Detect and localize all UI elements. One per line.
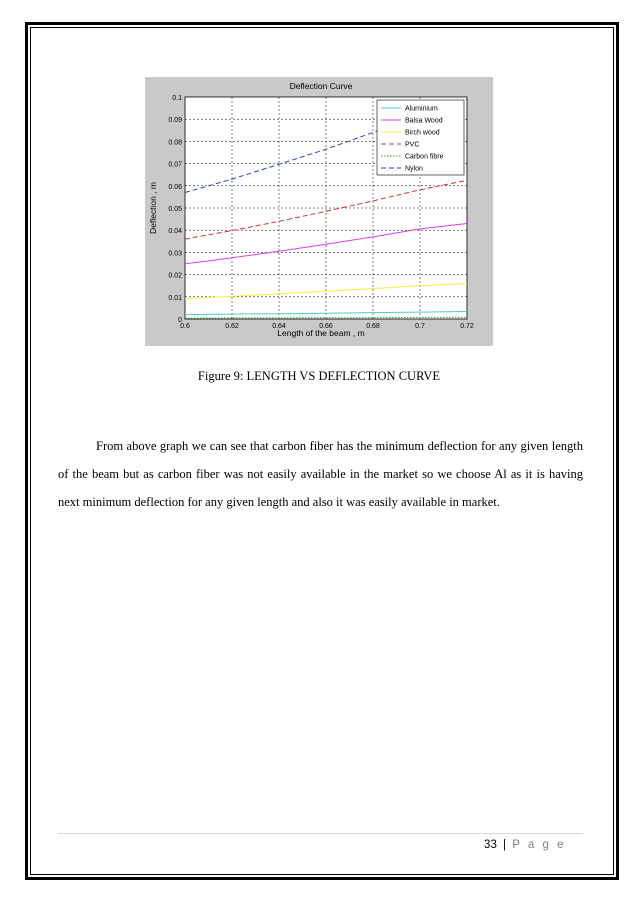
legend-label: Balsa Wood xyxy=(405,117,443,125)
y-tick-label: 0.01 xyxy=(168,294,182,302)
page-label: P a g e xyxy=(512,839,566,851)
x-tick-label: 0.6 xyxy=(180,323,190,330)
y-tick-label: 0 xyxy=(178,317,182,324)
legend-label: Birch wood xyxy=(405,129,440,137)
x-tick-label: 0.64 xyxy=(272,323,286,330)
deflection-figure xyxy=(145,77,493,346)
chart-y-axis-label: Deflection , m xyxy=(148,182,158,234)
y-tick-label: 0.08 xyxy=(168,139,182,147)
y-tick-label: 0.07 xyxy=(168,161,182,169)
legend-label: PVC xyxy=(405,141,420,149)
y-tick-label: 0.09 xyxy=(168,117,182,125)
footer-rule xyxy=(58,833,583,834)
y-tick-label: 0.05 xyxy=(168,206,182,213)
footer-separator: | xyxy=(503,839,507,851)
body-paragraph: From above graph we can see that carbon fiber has the minimum deflection for any given length of the beam but as carbon fiber was not easily available in the market so we choose Al as it is having next minimum deflection for any given length and also it was easily available in market. xyxy=(58,439,583,509)
page-number: 33 xyxy=(484,839,497,851)
x-tick-label: 0.66 xyxy=(319,323,333,330)
figure-caption: Figure 9: LENGTH VS DEFLECTION CURVE xyxy=(197,369,441,383)
x-tick-label: 0.72 xyxy=(460,323,474,330)
x-tick-label: 0.68 xyxy=(366,323,380,330)
y-tick-label: 0.06 xyxy=(168,183,182,191)
legend-label: Aluminium xyxy=(405,105,438,113)
legend-label: Carbon fibre xyxy=(405,153,444,161)
y-tick-label: 0.1 xyxy=(172,95,182,102)
chart-x-axis-label: Length of the beam , m xyxy=(277,328,365,338)
page-footer xyxy=(484,839,566,851)
y-tick-label: 0.03 xyxy=(168,250,182,258)
chart-title: Deflection Curve xyxy=(289,81,353,91)
deflection-chart xyxy=(145,77,493,346)
x-tick-label: 0.62 xyxy=(225,323,239,330)
y-tick-label: 0.02 xyxy=(168,272,182,280)
legend-label: Nylon xyxy=(405,165,423,173)
y-tick-label: 0.04 xyxy=(168,228,182,236)
x-tick-label: 0.7 xyxy=(415,323,425,330)
